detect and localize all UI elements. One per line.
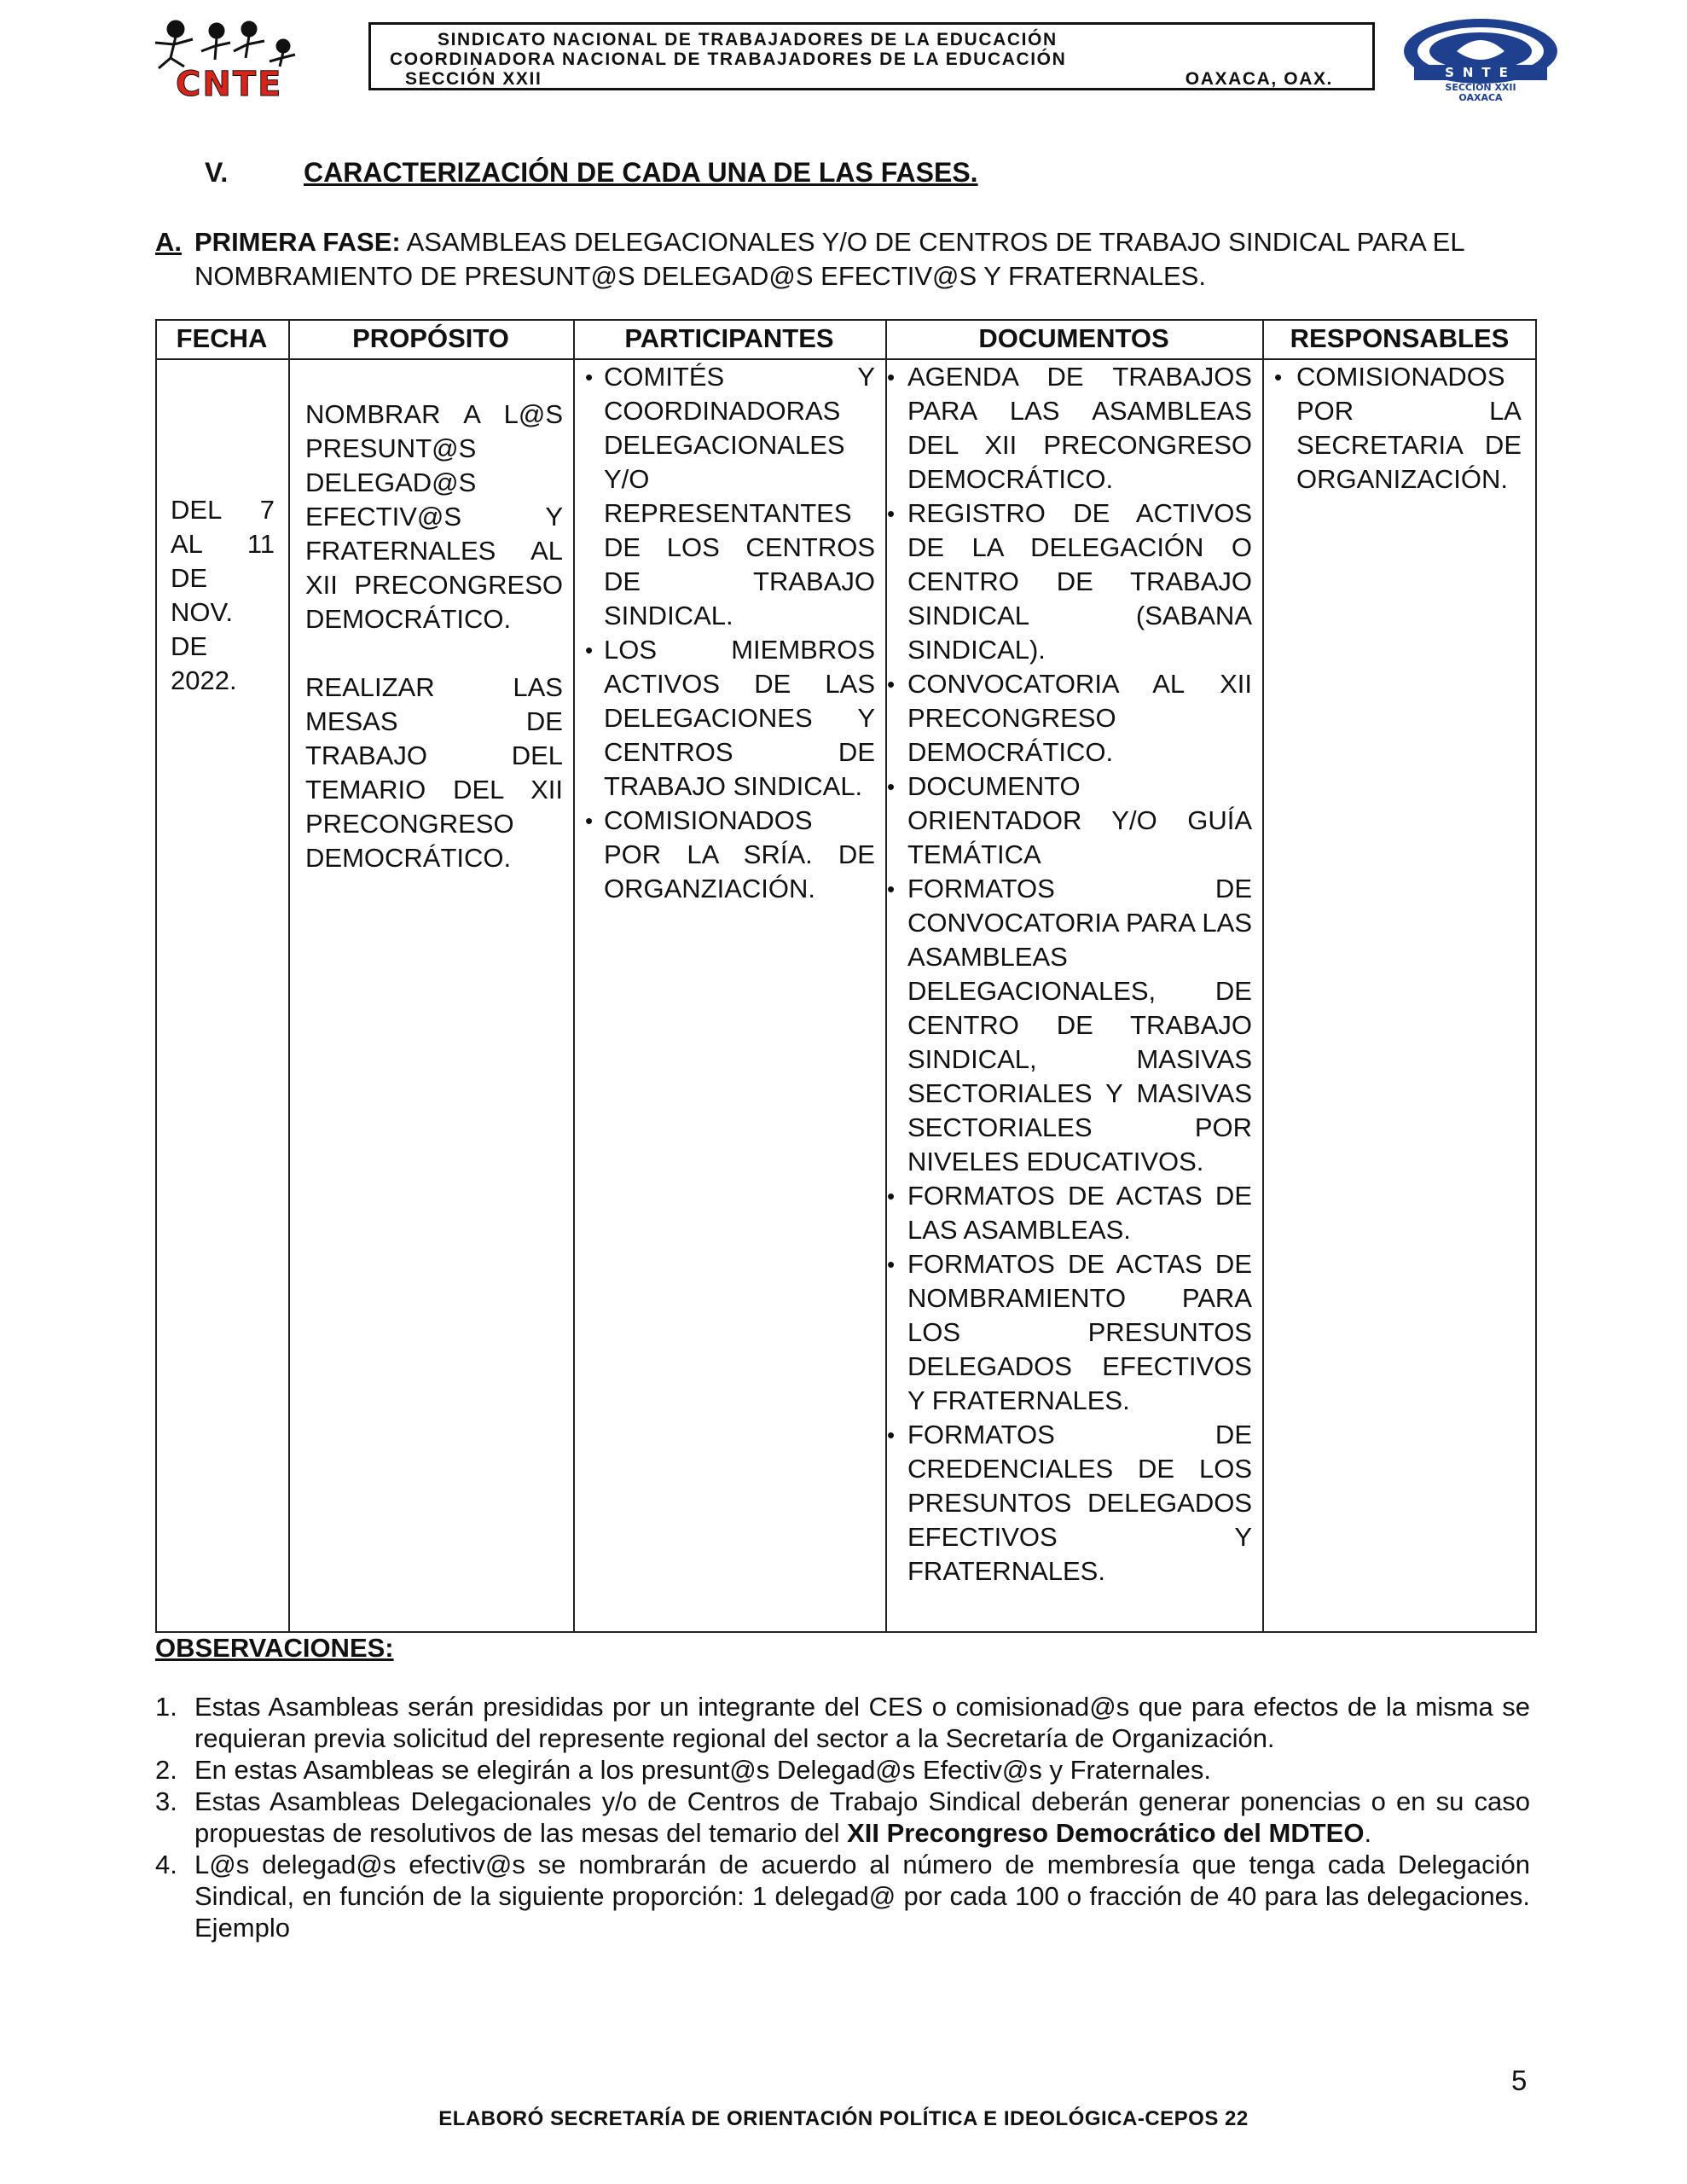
section-title: CARACTERIZACIÓN DE CADA UNA DE LAS FASES. [304, 157, 978, 188]
cell-fecha [171, 493, 275, 698]
footer-credit: ELABORÓ SECRETARÍA DE ORIENTACIÓN POLÍTICA E IDEOLÓGICA-CEPOS 22 [438, 2107, 1249, 2130]
cell-participantes [585, 360, 875, 906]
list-item: • FORMATOS DE ACTAS DE NOMBRAMIENTO PARA LOS PRESUNTOS DELEGADOS EFECTIVOS Y FRATERNALES. [887, 1249, 1252, 1415]
bullet-icon: • [887, 774, 896, 799]
list-item: • DOCUMENTO ORIENTADOR Y/O GUÍA TEMÁTICA [887, 771, 1252, 869]
phase-label: PRIMERA FASE: [194, 227, 401, 257]
list-item: • FORMATOS DE CREDENCIALES DE LOS PRESUNTOS DELEGADOS EFECTIVOS Y FRATERNALES. [887, 1420, 1252, 1586]
observaciones-list [155, 1691, 1530, 1943]
list-item: • FORMATOS DE ACTAS DE LAS ASAMBLEAS. [887, 1181, 1252, 1245]
table-border-right [1535, 319, 1537, 1633]
bullet-icon: • [887, 876, 896, 902]
table-border-left [155, 319, 157, 1633]
bullet-icon: • [887, 671, 896, 697]
bullet-icon: • [887, 501, 896, 526]
bullet-icon: • [585, 808, 594, 834]
bullet-icon: • [1274, 364, 1283, 390]
phase-text-line1: ASAMBLEAS DELEGACIONALES Y/O DE CENTROS DE TRABAJO SINDICAL PARA EL [400, 227, 1465, 257]
document-header [150, 17, 1583, 102]
cell-documentos [887, 360, 1252, 1589]
list-item: • COMITÉS Y COORDINADORAS DELEGACIONALES Y/O REPRESENTANTES DE LOS CENTROS DE TRABAJO SINDICAL. [585, 362, 875, 630]
observaciones-title: OBSERVACIONES: [155, 1633, 394, 1663]
cell-proposito [305, 398, 563, 875]
list-item: • LOS MIEMBROS ACTIVOS DE LAS DELEGACIONES Y CENTROS DE TRABAJO SINDICAL. [585, 635, 875, 801]
phase-heading [155, 225, 1530, 293]
phase-letter: A. [155, 227, 182, 257]
section-number: V. [205, 157, 229, 188]
list-item: • FORMATOS DE CONVOCATORIA PARA LAS ASAMBLEAS DELEGACIONALES, DE CENTRO DE TRABAJO SINDICAL, MASIVAS SECTORIALES Y MASIVAS SECTORIALES POR NIVELES EDUCATIVOS. [887, 874, 1252, 1176]
proposito-item: NOMBRAR A L@S PRESUNT@S DELEGAD@S EFECTIV@S Y FRATERNALES AL XII PRECONGRESO DEMOCRÁTICO. [305, 399, 563, 634]
phase-table [155, 319, 1537, 1633]
section-label: SECCIÓN XXII [405, 69, 542, 89]
snte-caption-section: SECCIÓN XXII [1445, 82, 1516, 93]
table-col-divider [573, 319, 575, 1633]
list-item: • COMISIONADOS POR LA SECRETARIA DE ORGANIZACIÓN. [1274, 362, 1522, 494]
header-documentos: DOCUMENTOS [978, 323, 1169, 353]
list-item: • COMISIONADOS POR LA SRÍA. DE ORGANZIACIÓN. [585, 805, 875, 903]
list-item: • AGENDA DE TRABAJOS PARA LAS ASAMBLEAS DEL XII PRECONGRESO DEMOCRÁTICO. [887, 362, 1252, 494]
union-name: SINDICATO NACIONAL DE TRABAJADORES DE LA EDUCACIÓN [438, 30, 1058, 49]
cnte-logo-text: CNTE [176, 65, 283, 99]
bullet-icon: • [887, 364, 896, 390]
section-heading [205, 157, 978, 189]
table-col-divider [288, 319, 290, 1633]
list-item: 1. Estas Asambleas serán presididas por un integrante del CES o comisionad@s que para efectos de la misma se requieran previa solicitud del represente regional del sector a la Secretaría de Organización. [155, 1692, 1530, 1753]
header-fecha: FECHA [176, 323, 268, 353]
header-participantes: PARTICIPANTES [624, 323, 834, 353]
list-item: • CONVOCATORIA AL XII PRECONGRESO DEMOCRÁTICO. [887, 669, 1252, 767]
bullet-icon: • [585, 364, 594, 390]
header-responsables: RESPONSABLES [1290, 323, 1510, 353]
snte-logo-text: SNTE [1445, 65, 1516, 80]
bullet-icon: • [887, 1183, 896, 1209]
list-item: 3. Estas Asambleas Delegacionales y/o de Centros de Trabajo Sindical deberán generar ponencias o en su caso propuestas de resolutivos de las mesas del temario del XII Precongreso Democrático del MDTEO. [155, 1786, 1530, 1848]
table-col-divider [1262, 319, 1264, 1633]
fecha-text: DEL 7 AL 11 DE NOV. DE 2022. [171, 495, 275, 695]
bullet-icon: • [887, 1422, 896, 1448]
cnte-logo [150, 17, 339, 99]
list-item: • REGISTRO DE ACTIVOS DE LA DELEGACIÓN O CENTRO DE TRABAJO SINDICAL (SABANA SINDICAL). [887, 498, 1252, 665]
list-item: 4. L@s delegad@s efectiv@s se nombrarán de acuerdo al número de membresía que tenga cada Delegación Sindical, en función de la siguiente proporción: 1 delegad@ por cada 100 o fracción de 40 para las delegaciones. Ejemplo [155, 1850, 1530, 1943]
bullet-icon: • [585, 637, 594, 663]
coordinator-name: COORDINADORA NACIONAL DE TRABAJADORES DE LA EDUCACIÓN [390, 49, 1067, 69]
phase-text-line2: NOMBRAMIENTO DE PRESUNT@S DELEGAD@S EFECTIV@S Y FRATERNALES. [194, 261, 1206, 291]
proposito-item: REALIZAR LAS MESAS DE TRABAJO DEL TEMARIO DEL XII PRECONGRESO DEMOCRÁTICO. [305, 672, 563, 873]
header-proposito: PROPÓSITO [352, 323, 509, 353]
cell-responsables [1274, 360, 1522, 497]
page-number: 5 [1511, 2065, 1528, 2096]
list-item: 2. En estas Asambleas se elegirán a los presunt@s Delegad@s Efectiv@s y Fraternales. [155, 1755, 1212, 1785]
bullet-icon: • [887, 1252, 896, 1277]
snte-caption-city: OAXACA [1458, 92, 1503, 102]
location-label: OAXACA, OAX. [1185, 69, 1333, 89]
union-title-box [368, 22, 1375, 90]
snte-logo [1397, 17, 1564, 102]
